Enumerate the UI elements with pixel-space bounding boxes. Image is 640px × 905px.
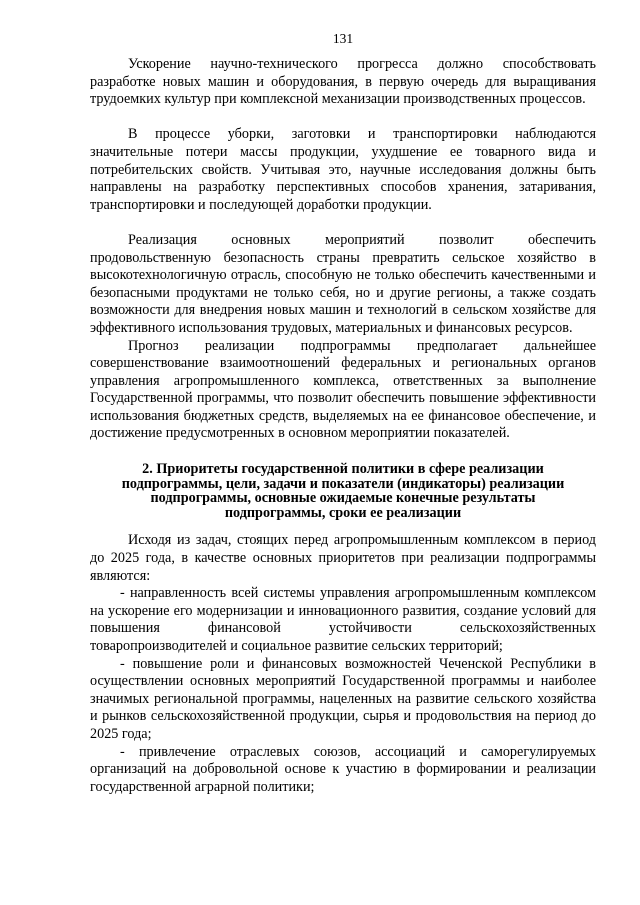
paragraph-implementation: Реализация основных мероприятий позволит обеспечить продовольственную безопасность страны превратить сельское хозяйство в высокотехнологичную отрасль, способную не только обеспечить качественными и безопасными продуктами не только себя, но и другие регионы, а также создать возможности для внедрения новых машин и технологий в сельском хозяйстве для эффективного использования трудовых, материальных и финансовых ресурсов. bbox=[90, 231, 596, 336]
paragraph-harvest-losses: В процессе уборки, заготовки и транспортировки наблюдаются значительные потери массы продукции, ухудшение ее товарного вида и потребительских свойств. Учитывая это, научные исследования должны быть направлены на разработку перспективных способов хранения, затаривания, транспортировки и последующей доработки продукции. bbox=[90, 126, 596, 213]
page-number: 131 bbox=[332, 31, 354, 46]
list-item: - повышение роли и финансовых возможностей Чеченской Республики в осуществлении основных мероприятий Государственной программы и наиболее значимых региональной программы, нацеленных на развитие сельского хозяйства и рынков сельскохозяйственной продукции, сырья и продовольствия на период до 2025 года; bbox=[90, 655, 596, 742]
list-item: - привлечение отраслевых союзов, ассоциаций и саморегулируемых организаций на добровольной основе к участию в формировании и реализации государственной аграрной политики; bbox=[90, 743, 596, 795]
list-item: - направленность всей системы управления агропромышленным комплексом на ускорение его модернизации и инновационного развития, создание условий для повышения финансовой устойчивости сельскохозяйственных товаропроизводителей и социальное развитие сельских территорий; bbox=[90, 585, 596, 654]
section-heading: 2. Приоритеты государственной политики в сфере реализации подпрограммы, цели, задачи и показатели (индикаторы) реализации подпрограммы, основные ожидаемые конечные результаты подпрограммы, сроки ее реализации bbox=[121, 461, 565, 521]
paragraph-priorities-intro: Исходя из задач, стоящих перед агропромышленным комплексом в период до 2025 года, в качестве основных приоритетов при реализации подпрограммы являются: bbox=[90, 532, 596, 584]
paragraph-tech-progress: Ускорение научно-технического прогресса должно способствовать разработке новых машин и оборудования, в первую очередь для выращивания трудоемких культур при комплексной механизации производственных процессов. bbox=[90, 56, 596, 108]
paragraph-forecast: Прогноз реализации подпрограммы предполагает дальнейшее совершенствование взаимоотношений федеральных и региональных органов управления агропромышленного комплекса, ответственных за выполнение Государственной программы, что позволит обеспечить повышение эффективности использования бюджетных средств, выделяемых на ее финансовое обеспечение, и достижение предусмотренных в основном мероприятии показателей. bbox=[90, 337, 596, 442]
document-page bbox=[90, 30, 596, 796]
